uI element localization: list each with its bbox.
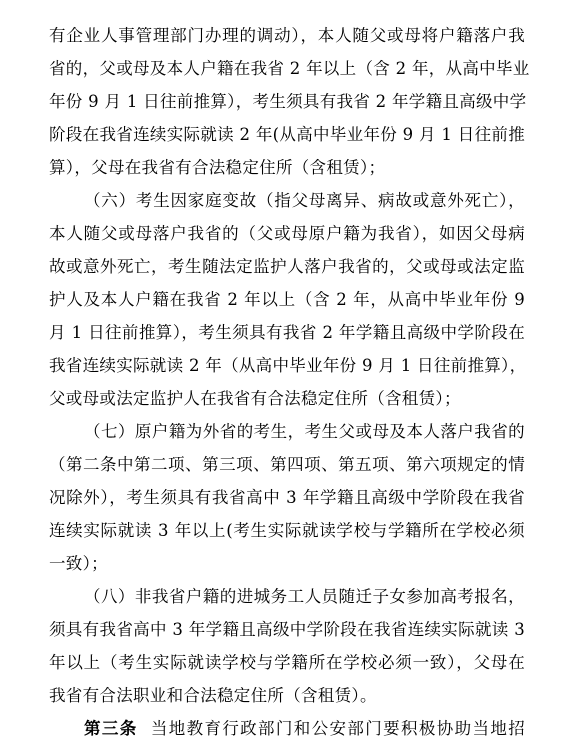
paragraph-line: 年以上（考生实际就读学校与学籍所在学校必须一致），父母在 — [49, 653, 525, 672]
paragraph-line: 算），父母在我省有合法稳定住所（含租赁）； — [49, 158, 386, 177]
paragraph-line: 一致）； — [49, 554, 108, 573]
paragraph-line: 护人及本人户籍在我省 2 年以上（含 2 年，从高中毕业年份 9 — [49, 290, 525, 309]
paragraph-line: 父或母或法定监护人在我省有合法稳定住所（含租赁）； — [49, 389, 461, 408]
paragraph-line: （七）原户籍为外省的考生，考生父或母及本人落户我省的 — [84, 422, 525, 441]
paragraph-line: 况除外），考生须具有我省高中 3 年学籍且高级中学阶段在我省 — [49, 488, 525, 507]
paragraph-line: 我省有合法职业和合法稳定住所（含租赁）。 — [49, 686, 377, 705]
paragraph-line: （八）非我省户籍的进城务工人员随迁子女参加高考报名， — [84, 587, 525, 606]
paragraph-line: 本人随父或母落户我省的（父或母原户籍为我省），如因父母病 — [49, 224, 525, 243]
paragraph-line: 我省连续实际就读 2 年（从高中毕业年份 9 月 1 日往前推算）， — [49, 356, 527, 375]
paragraph-line: 省的，父或母及本人户籍在我省 2 年以上（含 2 年，从高中毕业 — [49, 59, 530, 78]
paragraph-line: 年份 9 月 1 日往前推算），考生须具有我省 2 年学籍且高级中学 — [49, 92, 527, 111]
paragraph-line: （六）考生因家庭变故（指父母离异、病故或意外死亡）， — [84, 191, 525, 210]
paragraph-line: 连续实际就读 3 年以上(考生实际就读学校与学籍所在学校必须 — [49, 521, 525, 540]
paragraph-line: 故或意外死亡，考生随法定监护人落户我省的，父或母或法定监 — [49, 257, 525, 276]
article-label: 第三条 — [84, 719, 138, 738]
article-text: 当地教育行政部门和公安部门要积极协助当地招 — [150, 719, 525, 738]
paragraph-line: 阶段在我省连续实际就读 2 年(从高中毕业年份 9 月 1 日往前推 — [49, 125, 525, 144]
paragraph-line: 须具有我省高中 3 年学籍且高级中学阶段在我省连续实际就读 3 — [49, 620, 525, 639]
article-heading-line — [84, 712, 525, 746]
paragraph-line: （第二条中第二项、第三项、第四项、第五项、第六项规定的情 — [49, 455, 525, 474]
paragraph-line: 月 1 日往前推算），考生须具有我省 2 年学籍且高级中学阶段在 — [49, 323, 525, 342]
paragraph-line: 有企业人事管理部门办理的调动），本人随父或母将户籍落户我 — [49, 26, 525, 45]
